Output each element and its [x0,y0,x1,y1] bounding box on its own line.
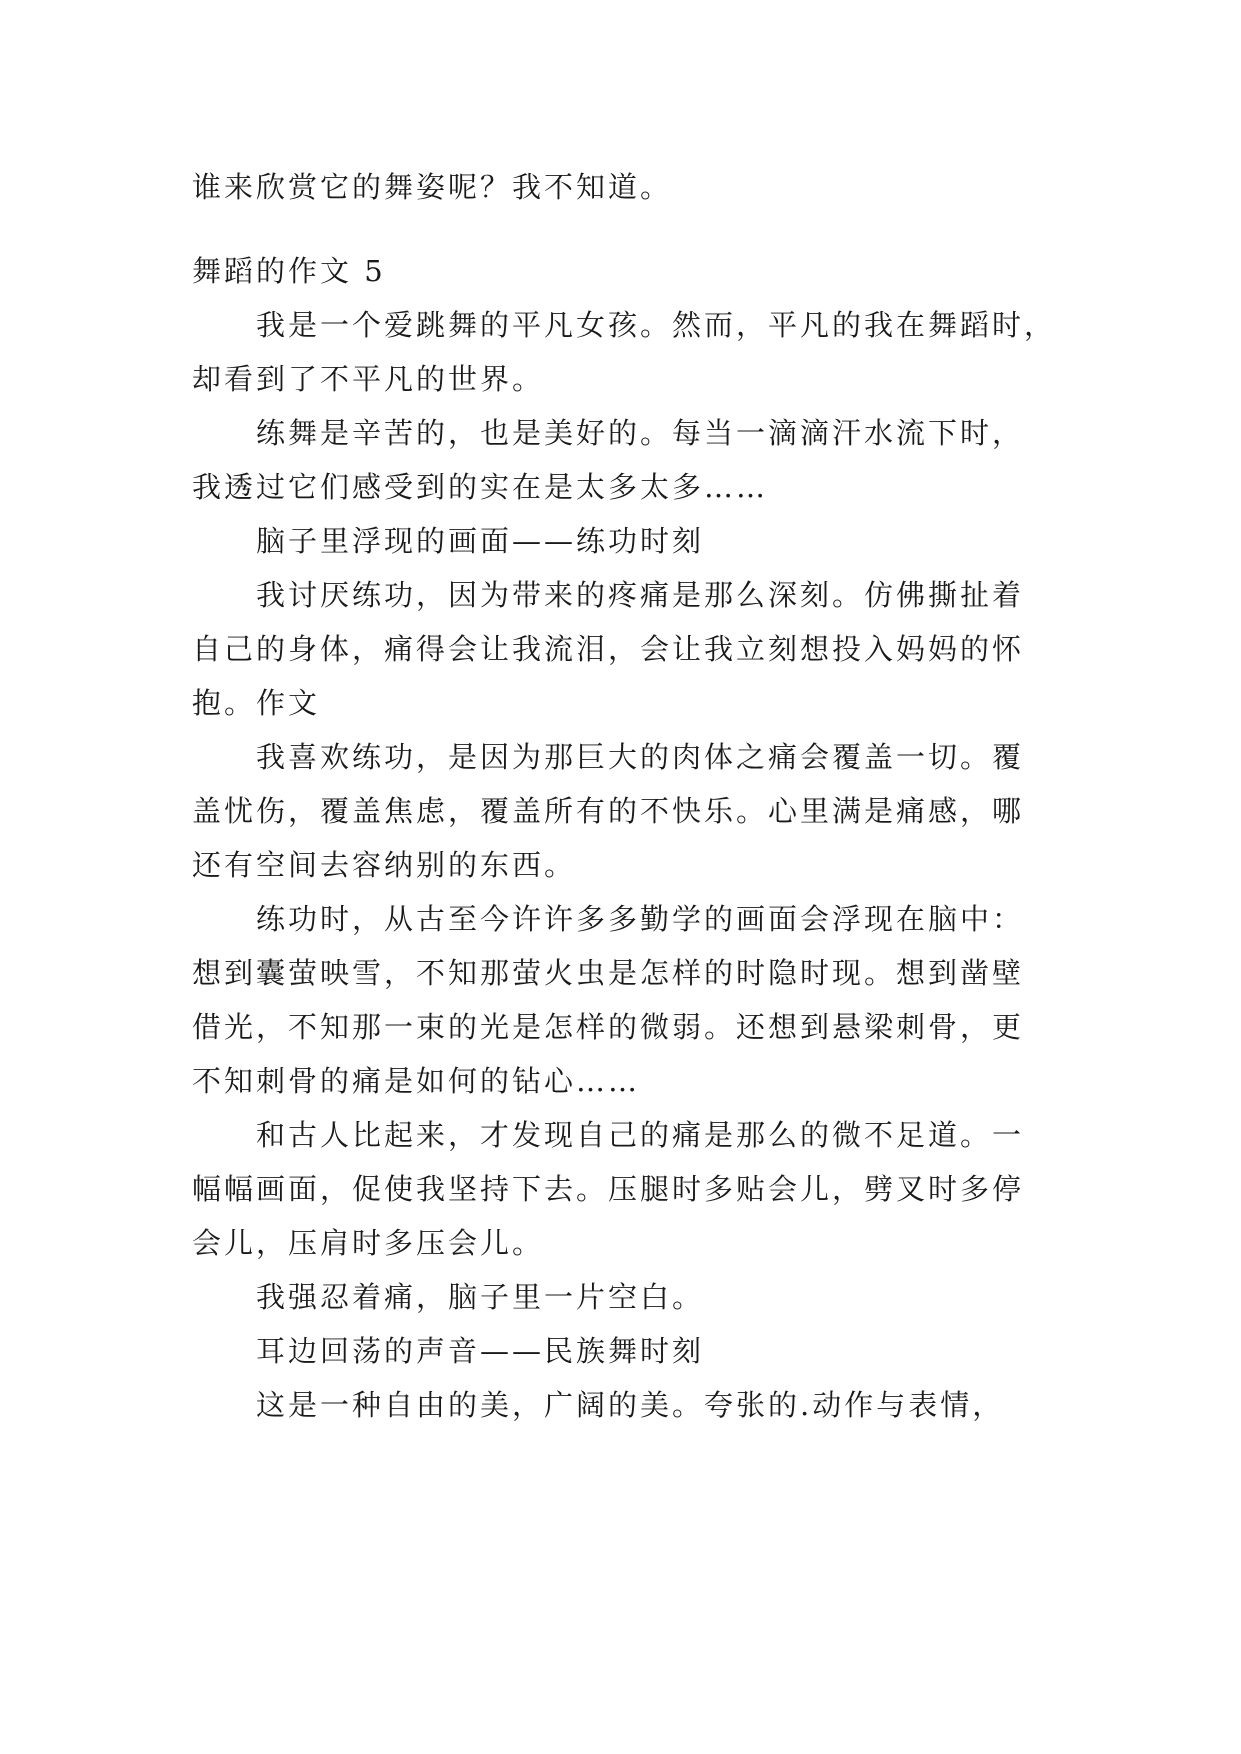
continuation-line: 谁来欣赏它的舞姿呢？我不知道。 [192,170,673,204]
text-line: 练舞是辛苦的，也是美好的。每当一滴滴汗水流下时， [256,416,1025,450]
text-line: 盖忧伤，覆盖焦虑，覆盖所有的不快乐。心里满是痛感，哪 [192,794,1025,828]
text-line: 这是一种自由的美，广阔的美。夸张的.动作与表情， [256,1388,1005,1422]
text-line: 我讨厌练功，因为带来的疼痛是那么深刻。仿佛撕扯着 [256,578,1025,612]
text-line: 却看到了不平凡的世界。 [192,362,545,396]
text-line: 想到囊萤映雪，不知那萤火虫是怎样的时隐时现。想到凿壁 [192,956,1025,990]
text-line: 我是一个爱跳舞的平凡女孩。然而，平凡的我在舞蹈时， [256,308,1057,342]
text-line: 我喜欢练功，是因为那巨大的肉体之痛会覆盖一切。覆 [256,740,1025,774]
subheading: 脑子里浮现的画面——练功时刻 [256,524,705,558]
text-line: 抱。作文 [192,686,321,720]
text-line: 还有空间去容纳别的东西。 [192,848,577,882]
text-line: 不知刺骨的痛是如何的钻心…… [192,1064,641,1098]
text-line: 自己的身体，痛得会让我流泪，会让我立刻想投入妈妈的怀 [192,632,1025,666]
text-line: 我透过它们感受到的实在是太多太多…… [192,470,769,504]
subheading: 耳边回荡的声音——民族舞时刻 [256,1334,705,1368]
section-title: 舞蹈的作文 5 [192,254,386,288]
text-line: 借光，不知那一束的光是怎样的微弱。还想到悬梁刺骨，更 [192,1010,1025,1044]
text-line: 会儿，压肩时多压会儿。 [192,1226,545,1260]
text-line: 幅幅画面，促使我坚持下去。压腿时多贴会儿，劈叉时多停 [192,1172,1025,1206]
text-line: 练功时，从古至今许许多多勤学的画面会浮现在脑中： [256,902,1025,936]
text-line: 和古人比起来，才发现自己的痛是那么的微不足道。一 [256,1118,1025,1152]
text-line: 我强忍着痛，脑子里一片空白。 [256,1280,705,1314]
